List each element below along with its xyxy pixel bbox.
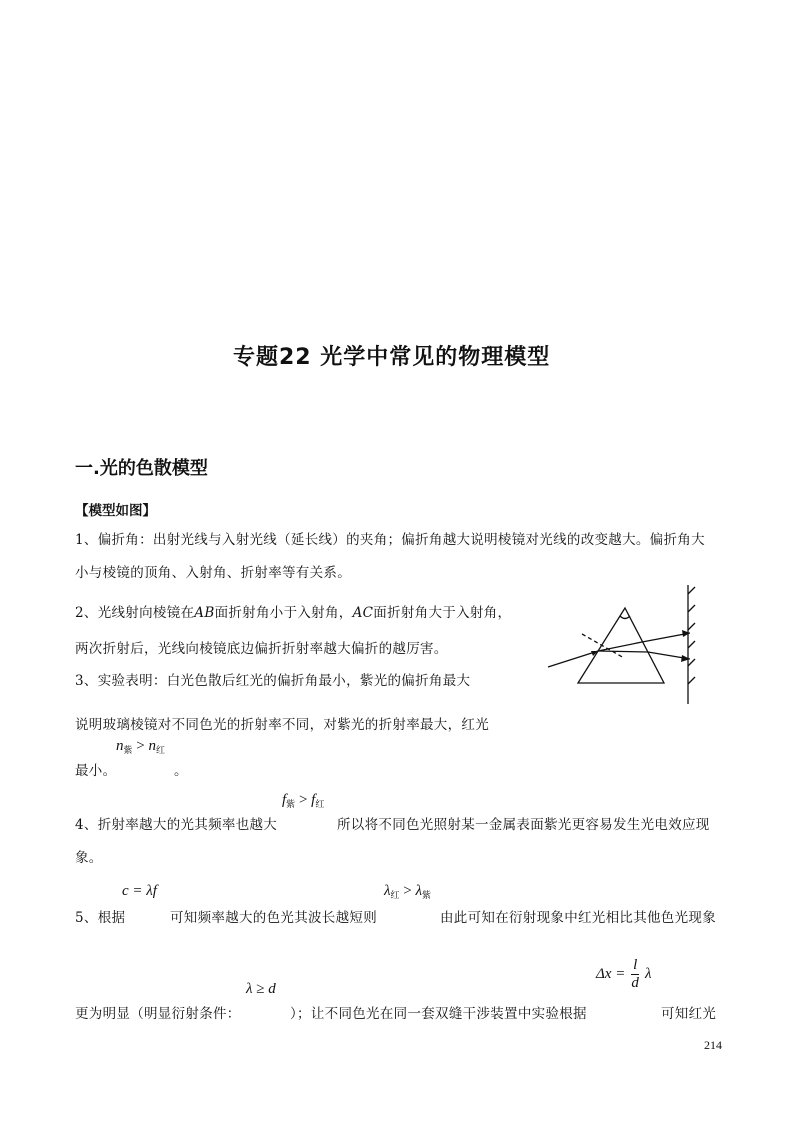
formula-lambda-ge-d: λ ≥ d (246, 981, 276, 997)
p5-line2a: 更为明显（明显衍射条件： (75, 1006, 241, 1022)
label-ac: AC (352, 605, 374, 621)
incident-ray (548, 651, 598, 667)
label-ab: AB (194, 605, 215, 621)
p5-line2c: 可知红光 (661, 1006, 717, 1022)
p4-line1b: 所以将不同色光照射某一金属表面紫光更容易发生光电效应现 (337, 817, 710, 833)
violet-arrow (681, 655, 690, 662)
p5-line1a: 5、根据 (75, 910, 126, 926)
page-title: 专题22 光学中常见的物理模型 (233, 345, 551, 370)
formula-delta-x: Δx = $\frac{l}{d}$ λ (596, 957, 652, 991)
model-tag: 【模型如图】 (75, 503, 156, 519)
p2-line1 (75, 601, 511, 621)
p3-line3b: 。 (174, 763, 188, 779)
formula-lambda-compare: $\lambda_红 > \lambda_紫$ (384, 883, 431, 900)
p2-text-a: 2、光线射向棱镜在 (75, 605, 195, 621)
inner-ray-lower (598, 651, 648, 652)
apex-angle-arc (620, 616, 630, 619)
section-heading: 一.光的色散模型 (75, 458, 208, 479)
p4-line2: 象。 (75, 850, 103, 866)
formula-n: $n_紫 > n_红$ (116, 738, 165, 755)
p4-line1a: 4、折射率越大的光其频率也越大 (75, 817, 278, 833)
p3-line2: 说明玻璃棱镜对不同色光的折射率不同，对紫光的折射率最大，红光 (75, 717, 489, 733)
prism-triangle (578, 608, 664, 683)
p3-line1: 3、实验表明：白光色散后红光的偏折角最小，紫光的偏折角最大 (75, 673, 471, 689)
red-arrow (682, 630, 690, 637)
prism-dispersion-diagram (540, 582, 700, 707)
formula-f: $f_紫 > f_红$ (282, 792, 325, 809)
p3-line3a: 最小。 (75, 763, 117, 779)
screen-hatching (688, 587, 695, 684)
p2-text-b: 面折射角小于入射角， (214, 605, 353, 621)
p5-line2b: ）；让不同色光在同一套双缝干涉装置中实验根据 (290, 1006, 587, 1022)
p1-line1: 1、偏折角：出射光线与入射光线（延长线）的夹角；偏折角越大说明棱镜对光线的改变越大。偏折角大 (75, 532, 705, 548)
inner-ray-upper (598, 642, 642, 651)
p1-line2: 小与棱镜的顶角、入射角、折射率等有关系。 (75, 565, 351, 581)
p2-text-c: 面折射角大于入射角， (373, 605, 512, 621)
page-number: 214 (704, 1038, 722, 1052)
formula-c-lambda-f: c = λf (122, 883, 157, 899)
p5-line1c: 由此可知在衍射现象中红光相比其他色光现象 (440, 910, 716, 926)
p5-line1b: 可知频率越大的色光其波长越短则 (170, 910, 377, 926)
p2-line2: 两次折射后，光线向棱镜底边偏折折射率越大偏折的越厉害。 (75, 641, 448, 657)
